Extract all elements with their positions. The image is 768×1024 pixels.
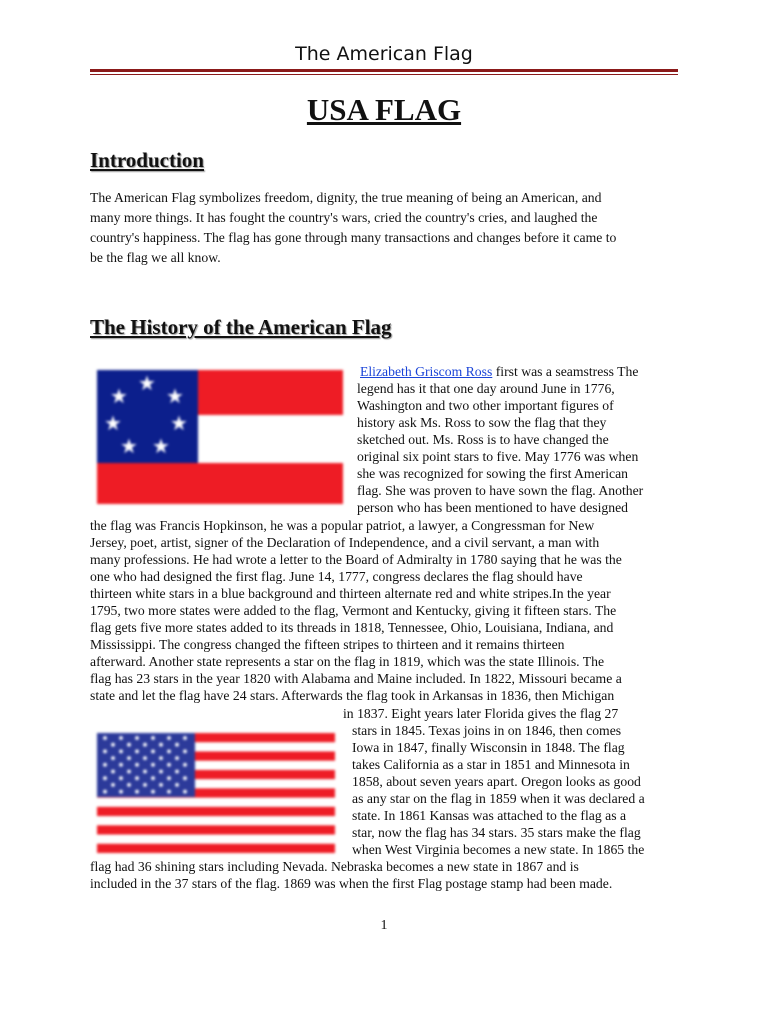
star-icon: [135, 763, 139, 767]
introduction-heading: Introduction: [90, 148, 204, 172]
intro-line: many more things. It has fought the country's wars, cried the country's cries, and laughed the: [90, 210, 598, 225]
modern-flag-image: [97, 733, 335, 853]
history-line: she was recognized for sowing the first American: [357, 466, 629, 481]
star-icon: [175, 770, 179, 774]
star-icon: [119, 763, 123, 767]
star-icon: [143, 743, 147, 747]
history-line: takes California as a star in 1851 and Minnesota in: [352, 757, 630, 772]
star-icon: [167, 736, 171, 740]
star-icon: ★: [166, 384, 184, 408]
intro-line: country's happiness. The flag has gone through many transactions and changes before it came to: [90, 230, 617, 245]
history-line: thirteen white stars in a blue background and thirteen alternate red and white stripes.In the year: [90, 586, 611, 601]
star-icon: [183, 763, 187, 767]
star-icon: ★: [104, 411, 122, 435]
star-icon: [103, 736, 107, 740]
star-icon: [183, 776, 187, 780]
intro-line: be the flag we all know.: [90, 250, 221, 265]
history-line: Washington and two other important figures of: [357, 398, 614, 413]
star-icon: [183, 790, 187, 794]
history-line: flag. She was proven to have sown the flag. Another: [357, 483, 644, 498]
star-icon: [175, 743, 179, 747]
star-icon: [127, 770, 131, 774]
star-icon: [103, 790, 107, 794]
history-line: legend has it that one day around June in 1776,: [357, 381, 615, 396]
star-icon: [135, 790, 139, 794]
history-line: flag gets five more states added to its threads in 1818, Tennessee, Ohio, Louisiana, Indiana, and: [90, 620, 614, 635]
elizabeth-ross-link[interactable]: Elizabeth Griscom Ross: [360, 364, 493, 379]
history-line: included in the 37 stars of the flag. 1869 was when the first Flag postage stamp had been made.: [90, 876, 613, 891]
flag-stripe: [97, 825, 335, 834]
history-line: Jersey, poet, artist, signer of the Declaration of Independence, and a civil servant, a man with: [90, 535, 600, 550]
header-rule-thin: [90, 74, 678, 75]
star-icon: [135, 736, 139, 740]
star-icon: [159, 783, 163, 787]
flag-stripe-bottom: [97, 463, 343, 504]
star-icon: [151, 776, 155, 780]
star-icon: [167, 790, 171, 794]
history-line: flag has 23 stars in the year 1820 with Alabama and Maine included. In 1822, Missouri became a: [90, 671, 622, 686]
star-icon: [151, 790, 155, 794]
star-icon: [119, 736, 123, 740]
star-icon: [151, 750, 155, 754]
page-number: 1: [380, 918, 388, 933]
star-icon: [103, 776, 107, 780]
history-line: Mississippi. The congress changed the fifteen stripes to thirteen and it remains thirteen: [90, 637, 565, 652]
history-line: history ask Ms. Ross to sow the flag that they: [357, 415, 607, 430]
history-line: flag had 36 shining stars including Nevada. Nebraska becomes a new state in 1867 and is: [90, 859, 579, 874]
history-line: as any star on the flag in 1859 when it was declared a: [352, 791, 645, 806]
history-line: 1795, two more states were added to the flag, Vermont and Kentucky, giving it fifteen stars. The: [90, 603, 617, 618]
star-icon: [111, 770, 115, 774]
star-icon: [111, 783, 115, 787]
star-icon: [159, 770, 163, 774]
history-line: afterward. Another state represents a star on the flag in 1819, which was the state Illinois. The: [90, 654, 605, 669]
star-icon: [127, 756, 131, 760]
star-icon: [143, 783, 147, 787]
history-line: state. In 1861 Kansas was attached to the flag as a: [352, 808, 627, 823]
star-icon: [103, 750, 107, 754]
star-icon: [159, 743, 163, 747]
star-icon: ★: [152, 434, 170, 458]
star-icon: [175, 783, 179, 787]
history-line: the flag was Francis Hopkinson, he was a popular patriot, a lawyer, a Congressman for New: [90, 518, 595, 533]
history-line: Iowa in 1847, finally Wisconsin in 1848. The flag: [352, 740, 625, 755]
star-icon: [167, 763, 171, 767]
flag-stripe: [97, 807, 335, 816]
flag-stripe: [97, 844, 335, 853]
history-line: in 1837. Eight years later Florida gives the flag 27: [343, 706, 619, 721]
running-header: The American Flag: [295, 43, 473, 65]
star-icon: [175, 756, 179, 760]
history-first-line: Elizabeth Griscom Ross first was a seamstress The: [360, 364, 639, 379]
star-icon: [135, 776, 139, 780]
star-icon: ★: [120, 434, 138, 458]
history-heading: The History of the American Flag: [90, 315, 392, 339]
star-icon: [183, 736, 187, 740]
star-icon: [151, 763, 155, 767]
star-icon: [111, 743, 115, 747]
star-icon: [167, 750, 171, 754]
star-icon: [143, 756, 147, 760]
star-icon: [127, 743, 131, 747]
star-icon: [159, 756, 163, 760]
star-icon: ★: [110, 384, 128, 408]
history-line: one who had designed the first flag. June 14, 1777, congress declares the flag should have: [90, 569, 583, 584]
intro-line: The American Flag symbolizes freedom, dignity, the true meaning of being an American, and: [90, 190, 602, 205]
star-icon: [111, 756, 115, 760]
star-icon: [119, 776, 123, 780]
first-flag-image: [97, 370, 343, 504]
flag-canton: [97, 733, 195, 797]
history-line: state and let the flag have 24 stars. Afterwards the flag took in Arkansas in 1836, then Michigan: [90, 688, 615, 703]
history-line: when West Virginia becomes a new state. In 1865 the: [352, 842, 645, 857]
star-icon: [119, 750, 123, 754]
header-rule-thick: [90, 69, 678, 72]
history-line: 1858, about seven years apart. Oregon looks as good: [352, 774, 641, 789]
star-icon: [167, 776, 171, 780]
star-icon: ★: [138, 371, 156, 395]
star-icon: [103, 763, 107, 767]
history-line: star, now the flag has 34 stars. 35 stars make the flag: [352, 825, 641, 840]
history-line: many professions. He had wrote a letter to the Board of Admiralty in 1780 saying that he was the: [90, 552, 622, 567]
star-icon: [135, 750, 139, 754]
star-icon: ★: [170, 411, 188, 435]
document-title: USA FLAG: [306, 92, 462, 127]
history-line: sketched out. Ms. Ross is to have changed the: [357, 432, 609, 447]
history-line: person who has been mentioned to have designed: [357, 500, 629, 515]
history-line: stars in 1845. Texas joins in on 1846, then comes: [352, 723, 622, 738]
star-icon: [143, 770, 147, 774]
star-icon: [127, 783, 131, 787]
star-icon: [151, 736, 155, 740]
history-line: original six point stars to five. May 1776 was when: [357, 449, 639, 464]
star-icon: [183, 750, 187, 754]
star-icon: [119, 790, 123, 794]
